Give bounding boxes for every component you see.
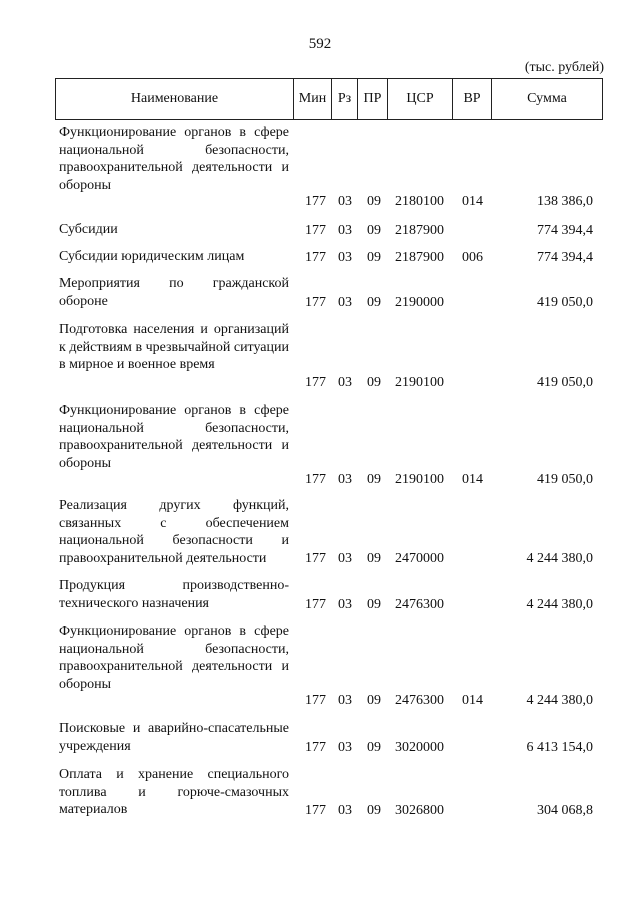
table-row (55, 720, 603, 756)
row-pr: 09 (367, 471, 381, 487)
table-row (55, 766, 603, 819)
row-name: Функционирование органов в сфере национальной безопасности, правоохранительной деятельности и обороны (59, 125, 289, 193)
header-sum: Сумма (491, 79, 602, 119)
row-vr: 006 (462, 249, 483, 265)
row-name: Оплата и хранение специального топлива и горюче-смазочных материалов (59, 767, 289, 817)
table-row (55, 124, 603, 210)
table-row (55, 623, 603, 709)
row-csr: 2187900 (395, 222, 444, 238)
row-min: 177 (305, 222, 326, 238)
row-pr: 09 (367, 692, 381, 708)
row-sum: 4 244 380,0 (526, 596, 593, 612)
table-row (55, 497, 603, 567)
row-sum: 138 386,0 (537, 193, 593, 209)
row-csr: 2190000 (395, 294, 444, 310)
row-pr: 09 (367, 802, 381, 818)
row-sum: 4 244 380,0 (526, 692, 593, 708)
row-csr: 2180100 (395, 193, 444, 209)
row-min: 177 (305, 802, 326, 818)
row-name: Субсидии юридическим лицам (59, 249, 245, 264)
table-row (55, 321, 603, 391)
row-vr: 014 (462, 193, 483, 209)
table-header (55, 78, 603, 120)
row-min: 177 (305, 596, 326, 612)
row-pr: 09 (367, 249, 381, 265)
row-min: 177 (305, 374, 326, 390)
units-note: (тыс. рублей) (524, 60, 604, 75)
row-sum: 419 050,0 (537, 374, 593, 390)
row-min: 177 (305, 471, 326, 487)
row-sum: 774 394,4 (537, 222, 593, 238)
row-pr: 09 (367, 222, 381, 238)
row-pr: 09 (367, 374, 381, 390)
row-csr: 2476300 (395, 692, 444, 708)
row-min: 177 (305, 739, 326, 755)
table-row (55, 275, 603, 311)
table-row (55, 221, 603, 239)
row-rz: 03 (338, 374, 352, 390)
header-min: Мин (293, 79, 331, 119)
row-pr: 09 (367, 294, 381, 310)
row-name: Мероприятия по гражданской обороне (59, 276, 289, 309)
row-sum: 419 050,0 (537, 471, 593, 487)
row-name: Субсидии (59, 222, 118, 237)
row-rz: 03 (338, 550, 352, 566)
row-csr: 3026800 (395, 802, 444, 818)
row-vr: 014 (462, 471, 483, 487)
row-sum: 774 394,4 (537, 249, 593, 265)
row-rz: 03 (338, 802, 352, 818)
row-min: 177 (305, 692, 326, 708)
row-csr: 2187900 (395, 249, 444, 265)
row-min: 177 (305, 294, 326, 310)
row-sum: 6 413 154,0 (526, 739, 593, 755)
row-pr: 09 (367, 739, 381, 755)
row-name: Подготовка населения и организаций к действиям в чрезвычайной ситуации в мирное и военное время (59, 322, 289, 372)
table-row (55, 577, 603, 613)
row-csr: 2470000 (395, 550, 444, 566)
row-sum: 304 068,8 (537, 802, 593, 818)
row-rz: 03 (338, 222, 352, 238)
row-rz: 03 (338, 249, 352, 265)
header-csr: ЦСР (387, 79, 452, 119)
row-rz: 03 (338, 596, 352, 612)
row-csr: 3020000 (395, 739, 444, 755)
row-rz: 03 (338, 471, 352, 487)
row-rz: 03 (338, 692, 352, 708)
row-csr: 2190100 (395, 471, 444, 487)
row-name: Продукция производственно-технического назначения (59, 578, 289, 611)
row-sum: 419 050,0 (537, 294, 593, 310)
row-csr: 2190100 (395, 374, 444, 390)
page-number: 592 (308, 36, 332, 52)
row-pr: 09 (367, 550, 381, 566)
row-min: 177 (305, 249, 326, 265)
row-name: Поисковые и аварийно-спасательные учреждения (59, 721, 289, 754)
row-min: 177 (305, 550, 326, 566)
header-name: Наименование (130, 91, 219, 106)
row-sum: 4 244 380,0 (526, 550, 593, 566)
row-name: Функционирование органов в сфере национальной безопасности, правоохранительной деятельности и обороны (59, 624, 289, 692)
row-rz: 03 (338, 294, 352, 310)
row-pr: 09 (367, 193, 381, 209)
row-rz: 03 (338, 193, 352, 209)
table-row (55, 248, 603, 266)
row-pr: 09 (367, 596, 381, 612)
header-vr: ВР (452, 79, 491, 119)
row-vr: 014 (462, 692, 483, 708)
table-row (55, 402, 603, 488)
row-csr: 2476300 (395, 596, 444, 612)
row-name: Функционирование органов в сфере национальной безопасности, правоохранительной деятельности и обороны (59, 403, 289, 471)
row-min: 177 (305, 193, 326, 209)
header-pr: ПР (357, 79, 387, 119)
row-name: Реализация других функций, связанных с обеспечением национальной безопасности и правоохранительной деятельности (59, 498, 289, 566)
row-rz: 03 (338, 739, 352, 755)
header-rz: Рз (331, 79, 357, 119)
